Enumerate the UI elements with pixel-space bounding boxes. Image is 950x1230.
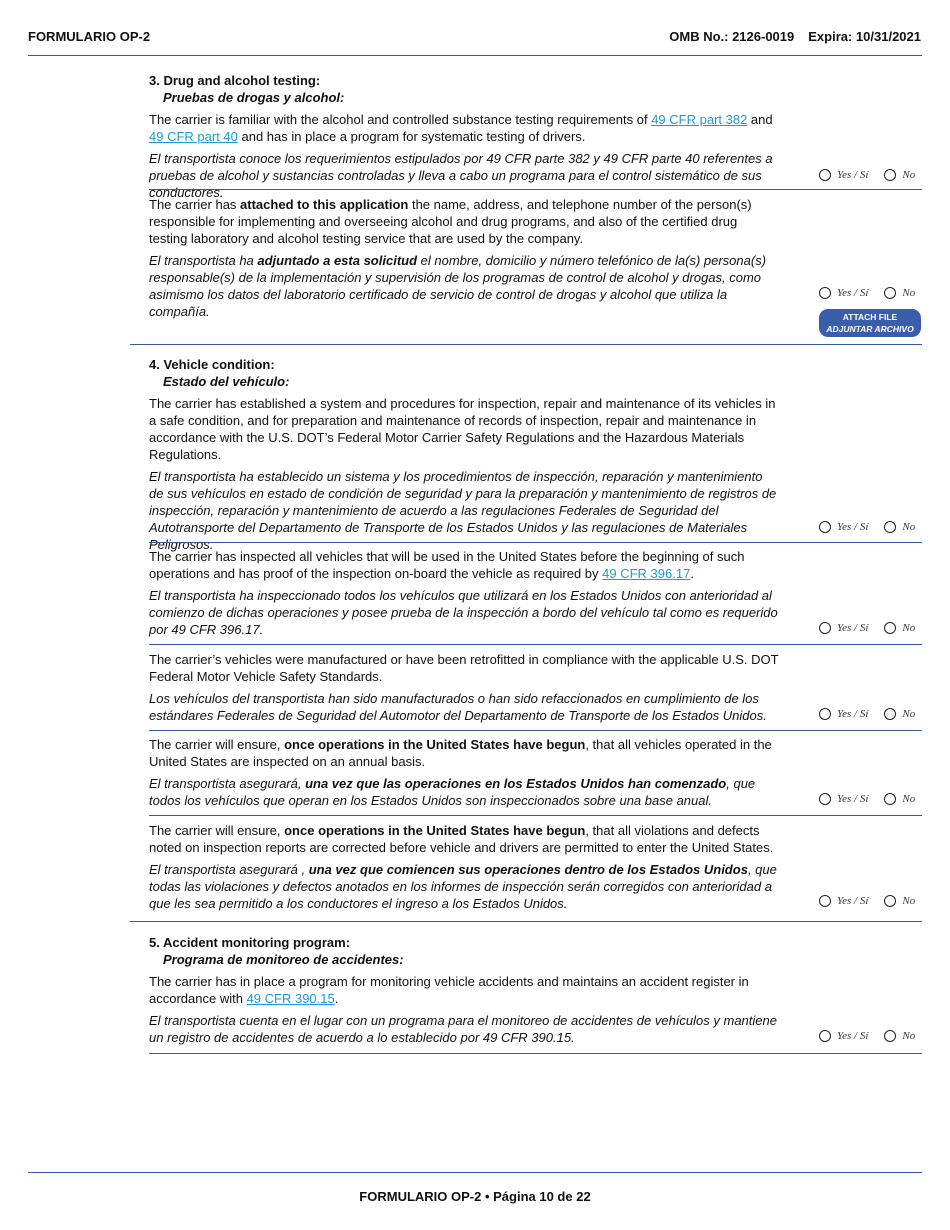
yes-radio[interactable]: Yes / Sí — [819, 708, 868, 720]
yes-radio[interactable]: Yes / Sí — [819, 169, 868, 181]
omb-number: OMB No.: 2126-0019 — [669, 29, 795, 44]
yes-radio[interactable]: Yes / Sí — [819, 622, 868, 634]
radio-circle-icon — [819, 895, 831, 907]
row-divider — [149, 730, 922, 731]
q5-1-answer — [819, 1030, 915, 1042]
radio-circle-icon — [819, 622, 831, 634]
expiration-date: Expira: 10/31/2021 — [808, 29, 921, 44]
q3-2-english: The carrier has attached to this application the name, address, and telephone number of the person(s) responsible for implementing and overseeing alcohol and drug programs, and also of the certified drug testing laboratory and alcohol testing service that are used by the company. — [149, 197, 752, 246]
q4-2-english: The carrier has inspected all vehicles that will be used in the United States before the beginning of such operations and has proof of the inspection on-board the vehicle as required by 49 CFR 396.17. — [149, 549, 745, 581]
form-id: FORMULARIO OP-2 — [28, 29, 151, 44]
radio-circle-icon — [884, 169, 896, 181]
radio-circle-icon — [819, 287, 831, 299]
row-divider — [149, 815, 922, 816]
no-radio[interactable]: No — [884, 287, 915, 299]
q3-1-english: The carrier is familiar with the alcohol and controlled substance testing requirements of 49 CFR part 382 and 49 CFR part 40 and has in place a program for systematic testing of drivers. — [149, 112, 773, 144]
omb-info — [669, 29, 921, 44]
radio-circle-icon — [884, 287, 896, 299]
link-49cfr396-17[interactable]: 49 CFR 396.17 — [602, 566, 691, 581]
no-radio[interactable]: No — [884, 895, 915, 907]
q3-1-spanish: El transportista conoce los requerimientos estipulados por 49 CFR parte 382 y 49 CFR parte 40 referentes a pruebas de alcohol y sustancias controladas y lleva a cabo un programa para el control sistemático de sus conductores. — [149, 151, 773, 200]
q5-1-spanish: El transportista cuenta en el lugar con un programa para el monitoreo de accidentes de vehículos y mantiene un registro de accidentes de acuerdo a lo establecido por 49 CFR 390.15. — [149, 1013, 777, 1045]
radio-circle-icon — [819, 1030, 831, 1042]
q4-4-answer — [819, 793, 915, 805]
radio-circle-icon — [819, 793, 831, 805]
footer-rule — [28, 1172, 922, 1173]
section-5-title: 5. Accident monitoring program: Programa de monitoreo de accidentes: — [149, 935, 404, 967]
link-49cfr390-15[interactable]: 49 CFR 390.15 — [246, 991, 335, 1006]
radio-circle-icon — [884, 521, 896, 533]
q4-4-spanish: El transportista asegurará, una vez que las operaciones en los Estados Unidos han comenzado, que todos los vehículos que operan en los Estados Unidos son inspeccionados sobre una base anual. — [149, 776, 756, 808]
yes-radio[interactable]: Yes / Sí — [819, 895, 868, 907]
radio-circle-icon — [819, 169, 831, 181]
q4-2-answer — [819, 622, 915, 634]
yes-radio[interactable]: Yes / Sí — [819, 287, 868, 299]
yes-radio[interactable]: Yes / Sí — [819, 521, 868, 533]
q4-4-english: The carrier will ensure, once operations in the United States have begun, that all vehicles operated in the United States are inspected on an annual basis. — [149, 737, 772, 769]
section-divider — [130, 344, 922, 345]
attach-file-button[interactable]: ATTACH FILE ADJUNTAR ARCHIVO — [819, 309, 921, 337]
section-divider — [130, 921, 922, 922]
yes-radio[interactable]: Yes / Sí — [819, 793, 868, 805]
q3-2-spanish: El transportista ha adjuntado a esta solicitud el nombre, domicilio y número telefónico de la(s) persona(s) responsable(s) de la implementación y supervisión de los programas de control de alcohol y drogas, como asimismo los datos del laboratorio certificado de servicio de control de drogas y alcohol que utiliza la compañía. — [149, 253, 767, 319]
no-radio[interactable]: No — [884, 793, 915, 805]
radio-circle-icon — [819, 521, 831, 533]
q4-3-answer — [819, 708, 915, 720]
radio-circle-icon — [884, 1030, 896, 1042]
yes-radio[interactable]: Yes / Sí — [819, 1030, 868, 1042]
q3-2-answer — [819, 287, 915, 299]
page-footer: FORMULARIO OP-2 • Página 10 de 22 — [359, 1189, 591, 1204]
radio-circle-icon — [884, 708, 896, 720]
no-radio[interactable]: No — [884, 622, 915, 634]
no-radio[interactable]: No — [884, 1030, 915, 1042]
q4-3-spanish: Los vehículos del transportista han sido manufacturados o han sido refaccionados en cumplimiento de los estándares Federales de Seguridad del Automotor del Departamento de Transporte de los Estados Unidos. — [149, 691, 767, 723]
q4-1-answer — [819, 521, 915, 533]
header-rule — [28, 55, 922, 56]
no-radio[interactable]: No — [884, 521, 915, 533]
row-divider — [149, 189, 922, 190]
row-divider — [149, 644, 922, 645]
row-divider — [149, 1053, 922, 1054]
section-3-title: 3. Drug and alcohol testing: Pruebas de drogas y alcohol: — [149, 73, 345, 105]
no-radio[interactable]: No — [884, 708, 915, 720]
radio-circle-icon — [884, 622, 896, 634]
q5-1-english: The carrier has in place a program for monitoring vehicle accidents and maintains an accident register in accordance with 49 CFR 390.15. — [149, 974, 749, 1006]
radio-circle-icon — [819, 708, 831, 720]
no-radio[interactable]: No — [884, 169, 915, 181]
q4-5-spanish: El transportista asegurará , una vez que comiencen sus operaciones dentro de los Estados Unidos, que todas las violaciones y defectos anotados en los informes de inspección serán corregidos con anterioridad a que les sea permitido a los conductores el ingreso a los Estados Unidos. — [149, 862, 777, 911]
radio-circle-icon — [884, 895, 896, 907]
link-49cfr382[interactable]: 49 CFR part 382 — [651, 112, 748, 127]
q3-1-answer — [819, 169, 915, 181]
q4-2-spanish: El transportista ha inspeccionado todos los vehículos que utilizará en los Estados Unidos con anterioridad al comienzo de dichas operaciones y posee prueba de la inspección a bordo del vehículo tal como es requerido por 49 CFR 396.17. — [149, 588, 778, 637]
q4-1-english: The carrier has established a system and procedures for inspection, repair and maintenance of its vehicles in a safe condition, and for preparation and maintenance of records of inspection, repair and maintenance in accordance with the U.S. DOT’s Federal Motor Carrier Safety Regulations and the Hazardous Materials Regulations. — [149, 396, 776, 462]
q4-5-english: The carrier will ensure, once operations in the United States have begun, that all violations and defects noted on inspection reports are corrected before vehicle and drivers are permitted to enter the United States. — [149, 823, 774, 855]
radio-circle-icon — [884, 793, 896, 805]
q4-3-english: The carrier’s vehicles were manufactured or have been retrofitted in compliance with the applicable U.S. DOT Federal Motor Vehicle Safety Standards. — [149, 652, 779, 684]
section-4-title: 4. Vehicle condition: Estado del vehículo: — [149, 357, 290, 389]
link-49cfr40[interactable]: 49 CFR part 40 — [149, 129, 238, 144]
row-divider — [149, 542, 922, 543]
q4-5-answer — [819, 895, 915, 907]
q4-1-spanish: El transportista ha establecido un sistema y los procedimientos de inspección, reparación y mantenimiento de sus vehículos en estado de condición de seguridad y para la preparación y mantenimiento de registros de inspección, reparación y mantenimiento de acuerdo a las regulaciones Federales de Seguridad del Autotransporte del Departamento de Transporte de los Estados Unidos y las regulaciones de Materiales Peligrosos. — [149, 469, 777, 552]
